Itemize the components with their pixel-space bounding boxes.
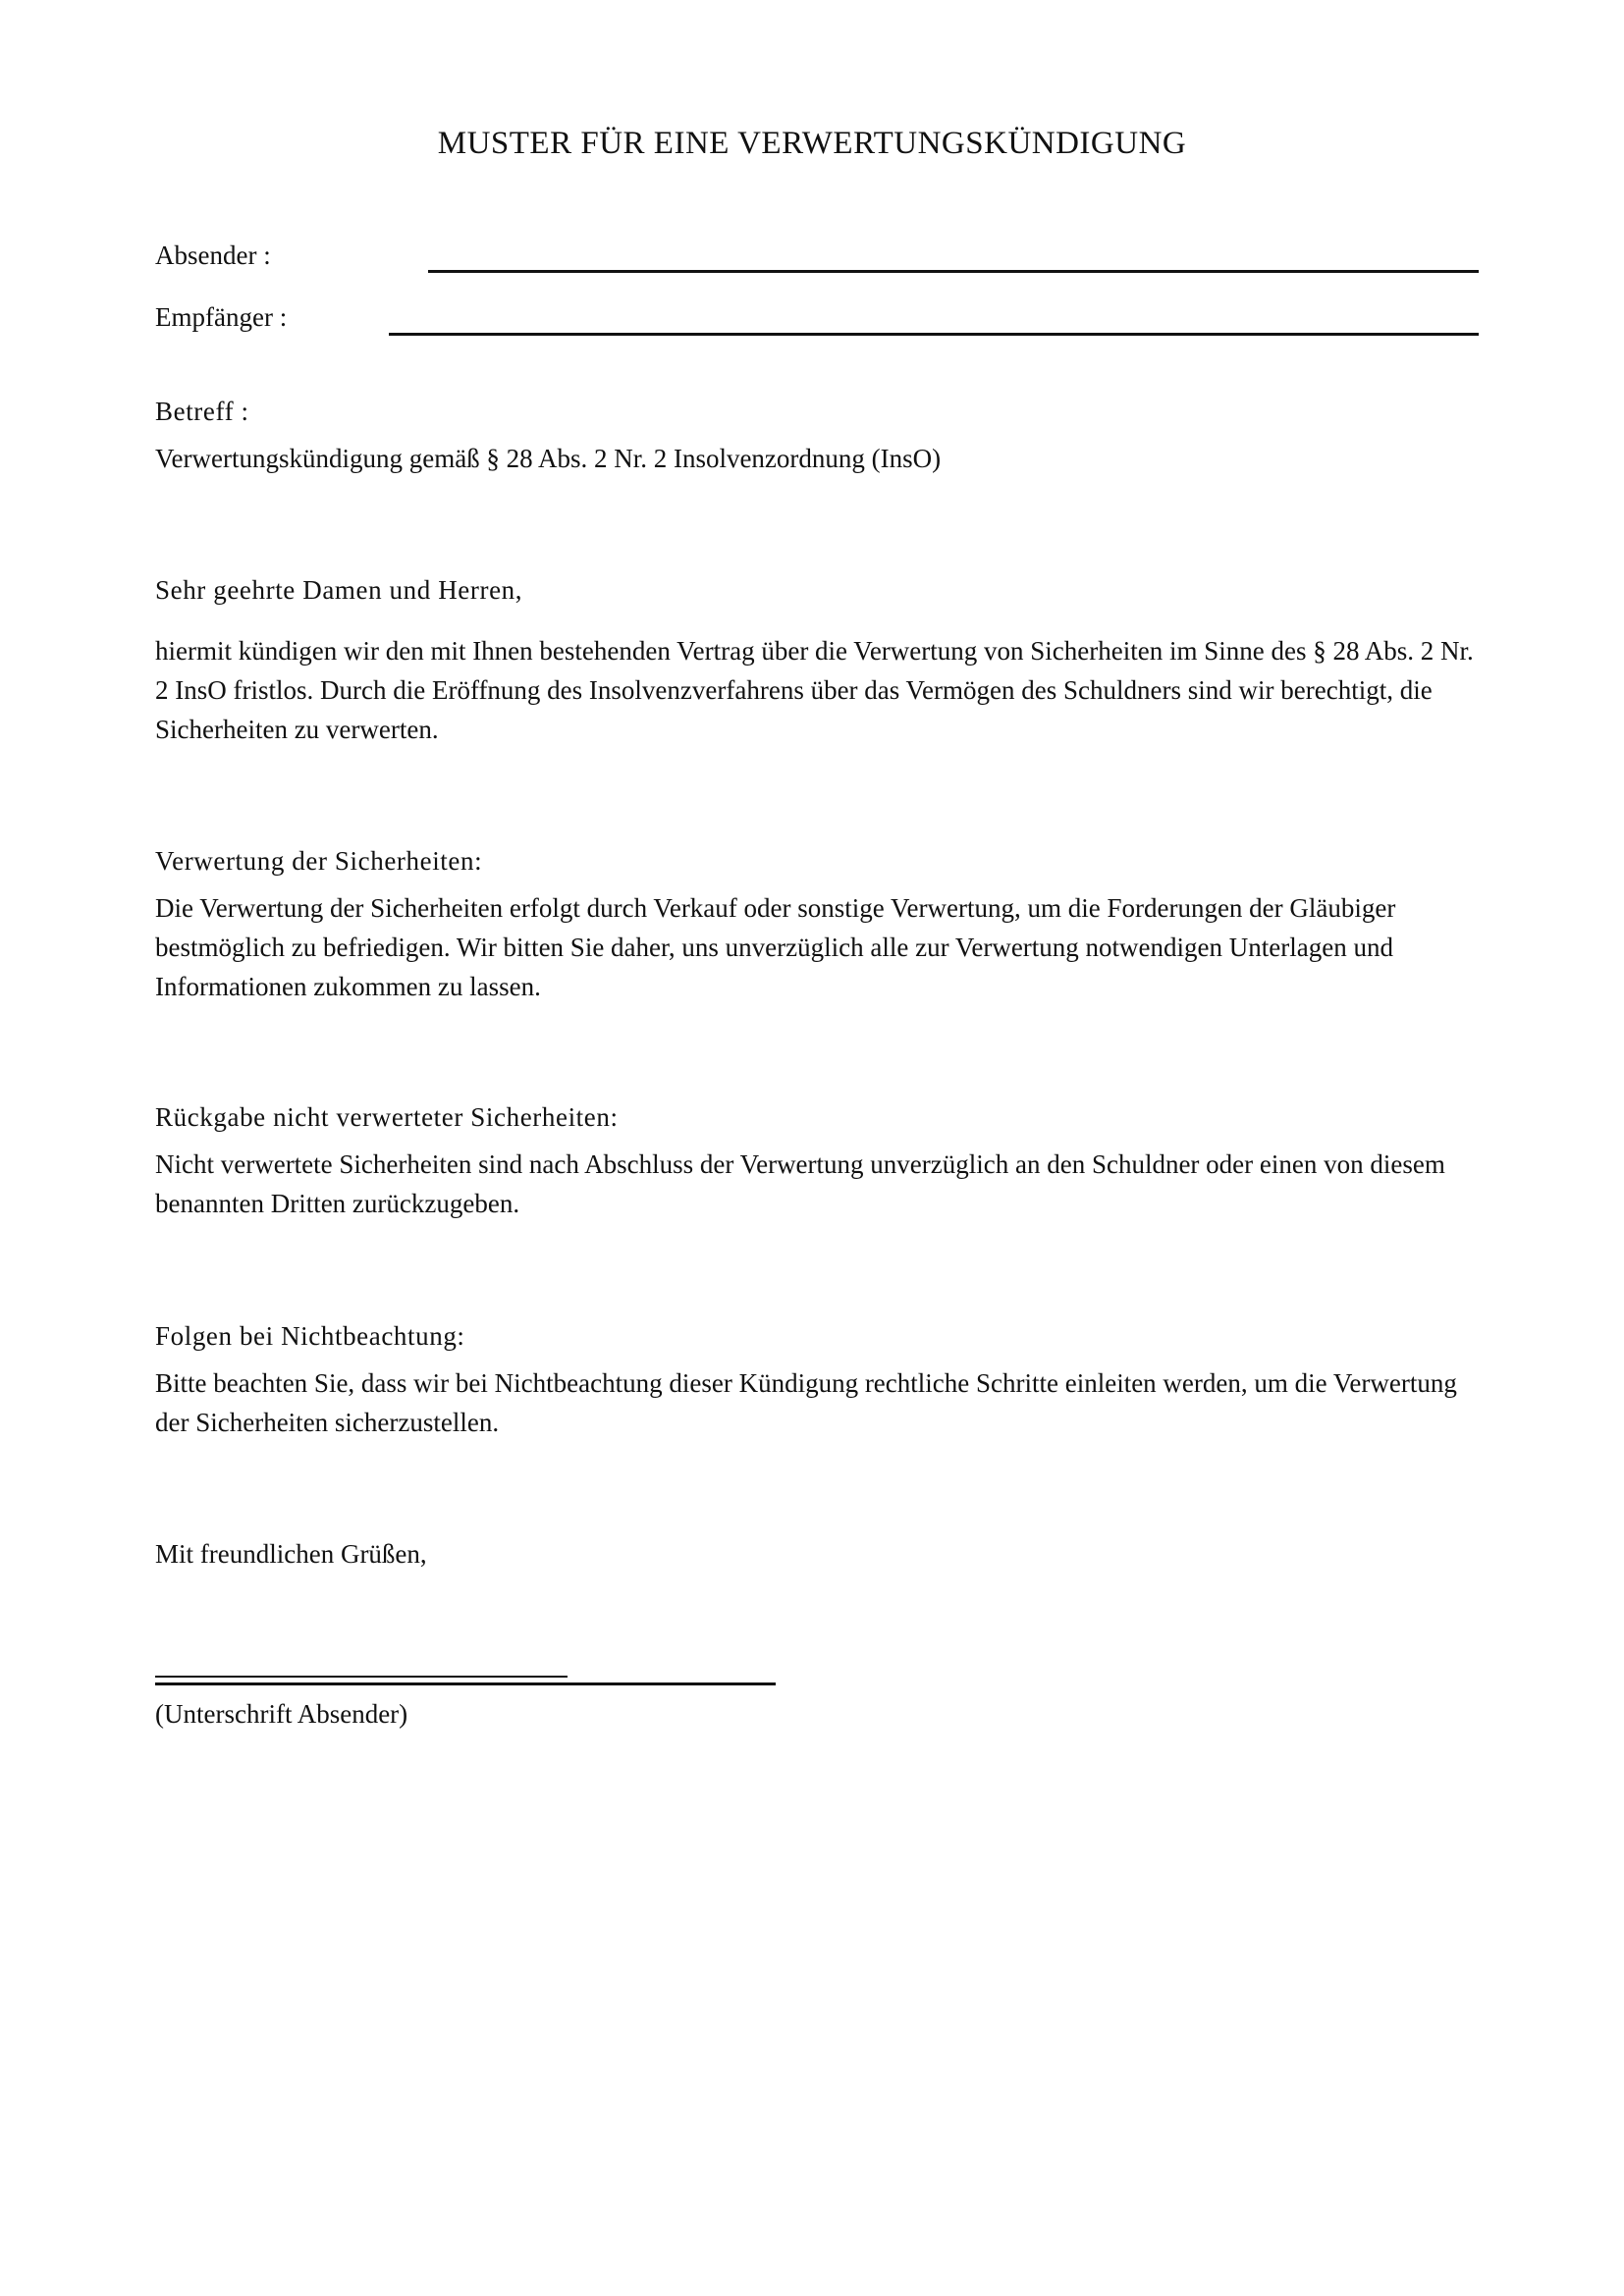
recipient-line <box>389 333 1479 336</box>
section-body-folgen: Bitte beachten Sie, dass wir bei Nichtbeachtung dieser Kündigung rechtliche Schritte einleiten werden, um die Verwertung der Sicherheiten sicherzustellen. <box>155 1368 1457 1437</box>
subject-text: Verwertungskündigung gemäß § 28 Abs. 2 Nr. 2 Insolvenzordnung (InsO) <box>155 444 942 473</box>
section-heading-verwertung: Verwertung der Sicherheiten: <box>155 846 483 876</box>
intro-paragraph: hiermit kündigen wir den mit Ihnen bestehenden Vertrag über die Verwertung von Sicherheiten im Sinne des § 28 Abs. 2 Nr. 2 InsO fristlos. Durch die Eröffnung des Insolvenzverfahrens über das Vermögen des Schuldners sind wir berechtigt, die Sicherheiten zu verwerten. <box>155 636 1474 744</box>
section-body-verwertung: Die Verwertung der Sicherheiten erfolgt durch Verkauf oder sonstige Verwertung, um die Forderungen der Gläubiger bestmöglich zu befriedigen. Wir bitten Sie daher, uns unverzüglich alle zur Verwertung notwendigen Unterlagen und Informationen zukommen zu lassen. <box>155 893 1396 1001</box>
sender-line <box>428 270 1479 273</box>
signature-line <box>155 1682 776 1685</box>
signature-line-short <box>155 1676 568 1678</box>
closing: Mit freundlichen Grüßen, <box>155 1539 427 1569</box>
section-heading-rueckgabe: Rückgabe nicht verwerteter Sicherheiten: <box>155 1102 619 1132</box>
recipient-label: Empfänger : <box>155 302 288 332</box>
sender-label: Absender : <box>155 240 271 270</box>
document-title: MUSTER FÜR EINE VERWERTUNGSKÜNDIGUNG <box>437 126 1187 161</box>
signature-caption: (Unterschrift Absender) <box>155 1699 408 1729</box>
section-body-rueckgabe: Nicht verwertete Sicherheiten sind nach Abschluss der Verwertung unverzüglich an den Schuldner oder einen von diesem benannten Dritten zurückzugeben. <box>155 1149 1445 1218</box>
salutation: Sehr geehrte Damen und Herren, <box>155 575 523 605</box>
section-heading-folgen: Folgen bei Nichtbeachtung: <box>155 1321 465 1351</box>
subject-label: Betreff : <box>155 397 249 426</box>
